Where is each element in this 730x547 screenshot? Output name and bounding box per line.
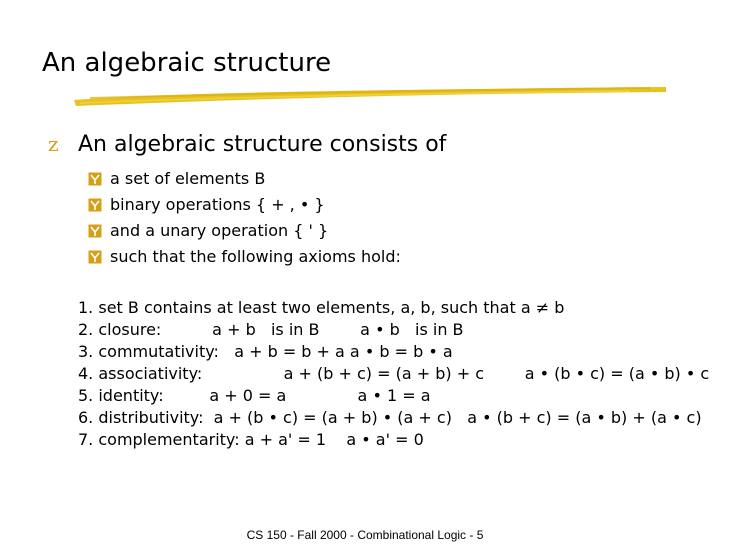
y-bullet-icon (88, 168, 102, 182)
sub-bullet (88, 218, 401, 244)
axiom-list (78, 297, 709, 451)
axiom-line: 6. distributivity: a + (b • c) = (a + b) • (a + c) a • (b + c) = (a • b) + (a • c) (78, 408, 702, 427)
axiom-line: 3. commutativity: a + b = b + a a • b = b • a (78, 342, 453, 361)
sub-bullet-text: binary operations { + , • } (110, 195, 325, 214)
axiom-line: 7. complementarity: a + a' = 1 a • a' = 0 (78, 430, 424, 449)
axiom-line: 1. set B contains at least two elements, a, b, such that a ≠ b (78, 298, 565, 317)
sub-bullet-text: a set of elements B (110, 169, 266, 188)
axiom-line: 2. closure: a + b is in B a • b is in B (78, 320, 464, 339)
y-bullet-icon (88, 194, 102, 208)
sub-bullet (88, 192, 401, 218)
y-bullet-icon (88, 246, 102, 260)
main-bullet (48, 132, 446, 157)
slide-title: An algebraic structure (42, 48, 332, 78)
axiom-line: 5. identity: a + 0 = a a • 1 = a (78, 386, 431, 405)
y-bullet-icon (88, 220, 102, 234)
sub-bullet (88, 166, 401, 192)
sub-bullet (88, 244, 401, 270)
main-bullet-text: An algebraic structure consists of (78, 132, 447, 157)
axiom-line: 4. associativity: a + (b + c) = (a + b) + c a • (b • c) = (a • b) • c (78, 364, 710, 383)
sub-bullet-list (88, 166, 401, 270)
sub-bullet-text: such that the following axioms hold: (110, 247, 401, 266)
sub-bullet-text: and a unary operation { ' } (110, 221, 329, 240)
footer-text: CS 150 - Fall 2000 - Combinational Logic - 5 (246, 528, 484, 542)
z-bullet-icon: z (48, 132, 59, 156)
slide-footer (0, 528, 730, 542)
title-underline-brushstroke (70, 84, 670, 108)
